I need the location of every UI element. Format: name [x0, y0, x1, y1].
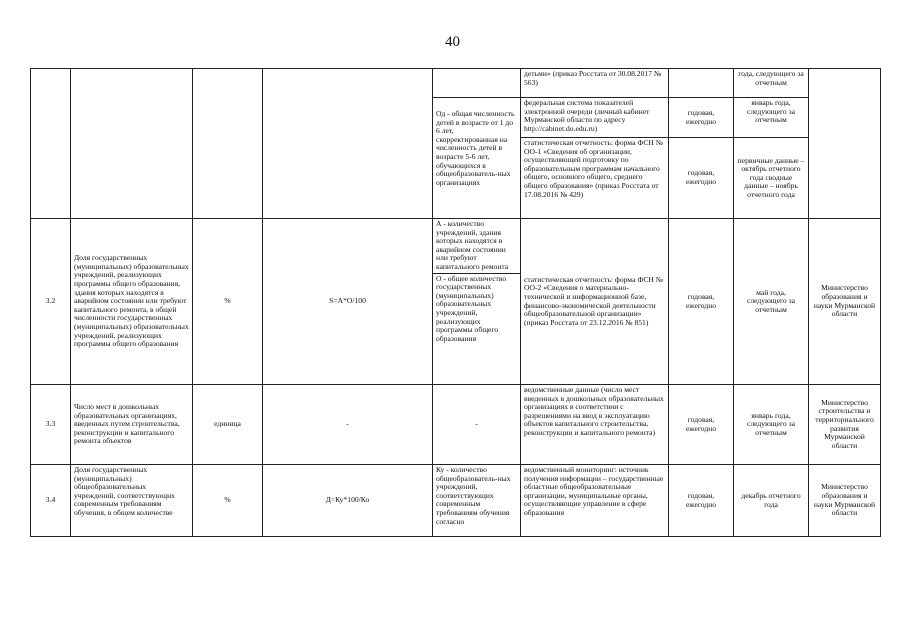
- name-cell: Число мест в дошкольных образовательных организациях, введенных путем строительства, реконструкции и капитального ремонта объектов: [71, 385, 193, 465]
- responsible-cell: Министерство строительства и территориального развития Мурманской области: [809, 385, 881, 465]
- source-cell: статистическая отчетность: форма ФСН № ОО-1 «Сведения об организации, осуществляющей подготовку по образовательным программам начального общего, основного общего, среднего общего образования» (приказ Росстата от 17.08.2016 № 429): [521, 138, 669, 219]
- unit-cell: единица: [193, 385, 263, 465]
- page-number: 40: [445, 34, 460, 50]
- formula-part: А - количество учреждений, здания которых находятся в аварийном состоянии или требуют капитального ремонта: [436, 219, 509, 271]
- periodicity-cell: годовая, ежегодно: [669, 98, 734, 138]
- periodicity-cell: годовая, ежегодно: [669, 465, 734, 537]
- name-cell: [71, 69, 193, 219]
- responsible-cell: Министерство образования и науки Мурманской области: [809, 219, 881, 385]
- unit-cell: %: [193, 219, 263, 385]
- name-cell: Доля государственных (муниципальных) общеобразовательных учреждений, соответствующих современным требованиям обучения, в общем количестве: [71, 465, 193, 537]
- formula-cell: -: [263, 385, 433, 465]
- periodicity-cell: годовая, ежегодно: [669, 138, 734, 219]
- unit-cell: [193, 69, 263, 219]
- num-cell: 3.2: [31, 219, 71, 385]
- responsible-cell: Министерство образования и науки Мурманской области: [809, 465, 881, 537]
- source-cell: детьми» (приказ Росстата от 30.08.2017 № 563): [521, 69, 669, 98]
- periodicity-cell: [669, 69, 734, 98]
- formula-parts-cell: [433, 219, 521, 385]
- unit-cell: %: [193, 465, 263, 537]
- formula-parts-cell: Ку - количество общеобразователь-ных учреждений, соответствующих современным требованиям обучения согласно: [433, 465, 521, 537]
- indicators-table: [30, 68, 881, 537]
- source-cell: статистическая отчетность: форма ФСН № ОО-2 «Сведения о материально-технической и информационной базе, финансово-экономической деятельности общеобразовательной организации» (приказ Росстата от 23.12.2016 № 851): [521, 219, 669, 385]
- deadline-cell: декабрь отчетного года: [734, 465, 809, 537]
- num-cell: [31, 69, 71, 219]
- deadline-cell: первичные данные – октябрь отчетного года сводные данные – ноябрь отчетного года: [734, 138, 809, 219]
- table-row-continuation: [31, 69, 881, 98]
- source-cell: ведомственный мониторинг: источник получения информации – государственные областные общеобразовательные организации, муниципальные органы, осуществляющие управление в сфере образования: [521, 465, 669, 537]
- table-row-3-2: [31, 219, 881, 385]
- deadline-cell: январь года, следующего за отчетным: [734, 385, 809, 465]
- num-cell: 3.4: [31, 465, 71, 537]
- num-cell: 3.3: [31, 385, 71, 465]
- deadline-cell: года, следующего за отчетным: [734, 69, 809, 98]
- source-cell: ведомственные данные (число мест введенных в дошкольных образовательных организациях в соответствии с разрешениями на ввод в эксплуатацию объектов капитального строительства, реконструкции и капитального ремонта): [521, 385, 669, 465]
- deadline-cell: январь года, следующего за отчетным: [734, 98, 809, 138]
- source-cell: федеральная система показателей электронной очереди (личный кабинет Мурманской области по адресу http://cabinet.do.edu.ru): [521, 98, 669, 138]
- formula-part: [433, 69, 521, 98]
- periodicity-cell: годовая, ежегодно: [669, 385, 734, 465]
- table-row-3-3: [31, 385, 881, 465]
- name-cell: Доля государственных (муниципальных) образовательных учреждений, реализующих программы общего образования, здания которых находятся в аварийном состоянии или требуют капитального ремонта, в общей численности государственных (муниципальных) образовательных учреждений, реализующих программы общего образования: [71, 219, 193, 385]
- formula-parts-cell: -: [433, 385, 521, 465]
- formula-part: Од - общая численность детей в возрасте от 1 до 6 лет, скорректированная на численность детей в возрасте 5-6 лет, обучающихся в общеобразователь-ных организациях: [433, 98, 521, 219]
- formula-cell: Д=Ку*100/Ко: [263, 465, 433, 537]
- table-row-3-4: [31, 465, 881, 537]
- formula-cell: [263, 69, 433, 219]
- deadline-cell: май года, следующего за отчетным: [734, 219, 809, 385]
- periodicity-cell: годовая, ежегодно: [669, 219, 734, 385]
- formula-cell: S=A*O/100: [263, 219, 433, 385]
- formula-part: О - общее количество государственных (муниципальных) образовательных учреждений, реализующих программы общего образования: [433, 273, 520, 345]
- responsible-cell: [809, 69, 881, 219]
